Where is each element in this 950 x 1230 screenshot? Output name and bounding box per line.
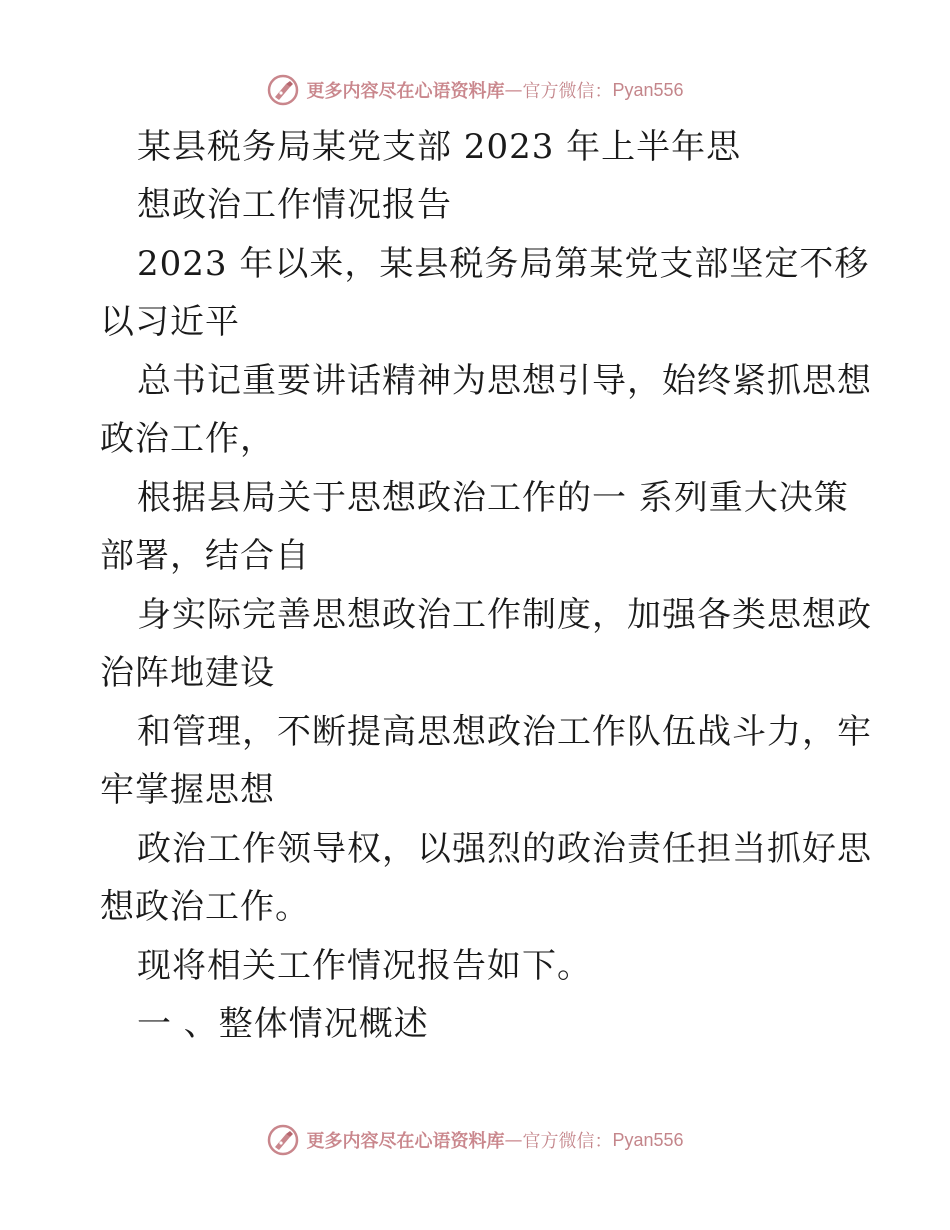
footer-watermark — [0, 1120, 950, 1160]
body-line: 总书记重要讲话精神为思想引导，始终紧抓思想 — [137, 361, 872, 401]
section-heading: 一 、整体情况概述 — [137, 1004, 429, 1044]
body-line: 牢掌握思想 — [100, 770, 275, 810]
watermark-wechat-label: 官方微信： — [522, 1131, 613, 1152]
watermark-main-text: 更多内容尽在心语资料库 — [306, 81, 505, 102]
watermark-dash: — — [504, 1129, 523, 1151]
watermark-wechat-label: 官方微信： — [522, 81, 613, 102]
pen-nib-logo-icon — [266, 73, 300, 107]
body-line: 和管理，不断提高思想政治工作队伍战斗力，牢 — [137, 712, 872, 752]
document-title-line-2: 想政治工作情况报告 — [137, 185, 452, 225]
pen-nib-logo-icon — [266, 1123, 300, 1157]
body-line: 现将相关工作情况报告如下。 — [137, 946, 592, 986]
body-line: 部署，结合自 — [100, 536, 310, 576]
watermark-wechat-id: Pyan556 — [612, 1129, 684, 1150]
body-line: 根据县局关于思想政治工作的一 系列重大决策 — [137, 478, 849, 518]
body-line: 政治工作领导权，以强烈的政治责任担当抓好思 — [137, 829, 872, 869]
body-line: 想政治工作。 — [100, 887, 310, 927]
watermark-wechat-id: Pyan556 — [612, 79, 684, 100]
body-line: 以习近平 — [100, 302, 240, 342]
document-title-line-1: 某县税务局某党支部 2023 年上半年思 — [137, 127, 742, 167]
body-line: 2023 年以来，某县税务局第某党支部坚定不移 — [137, 244, 870, 284]
body-line: 治阵地建设 — [100, 653, 275, 693]
header-watermark — [0, 70, 950, 110]
body-line: 身实际完善思想政治工作制度，加强各类思想政 — [137, 595, 872, 635]
watermark-main-text: 更多内容尽在心语资料库 — [306, 1131, 505, 1152]
body-line: 政治工作， — [100, 419, 275, 459]
watermark-dash: — — [504, 79, 523, 101]
